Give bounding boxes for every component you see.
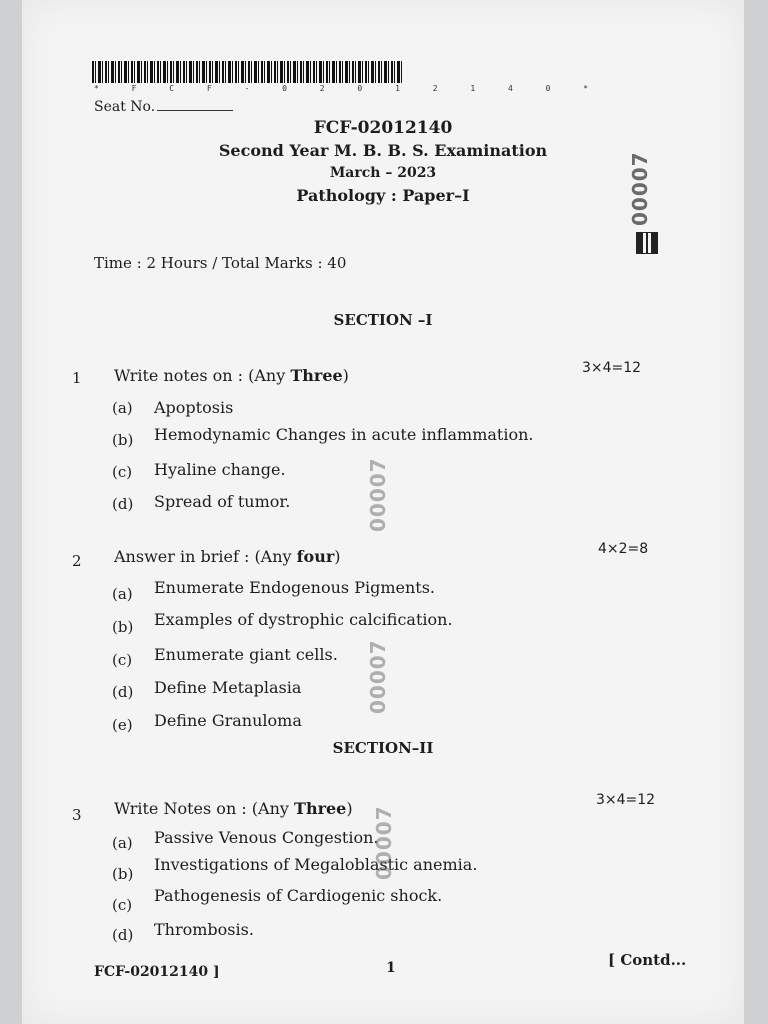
- q1-option-text: Hemodynamic Changes in acute inflammation.: [154, 425, 534, 444]
- q2-option-letter: (e): [112, 716, 133, 734]
- question-2-marks: 4×2=8: [598, 541, 649, 557]
- paper-code: FCF-02012140: [313, 118, 453, 138]
- q3-option-letter: (c): [112, 896, 133, 914]
- q3-option-text: Passive Venous Congestion.: [154, 828, 379, 847]
- q2-option-letter: (c): [112, 651, 133, 669]
- footer-paper-code: FCF-02012140 ]: [94, 964, 220, 980]
- q3-option-letter: (b): [112, 865, 134, 883]
- qr-code-icon: [636, 232, 658, 254]
- question-3-number: 3: [72, 806, 82, 824]
- barcode-text: * F C F - 0 2 0 1 2 1 4 0 *: [94, 84, 603, 93]
- section-2-heading: SECTION–II: [332, 739, 434, 757]
- q1-option-letter: (d): [112, 495, 134, 513]
- q1-option-letter: (c): [112, 463, 133, 481]
- question-1-marks: 3×4=12: [582, 360, 642, 376]
- q3-option-text: Thrombosis.: [154, 920, 254, 939]
- subject-title: Pathology : Paper–I: [296, 186, 470, 205]
- q1-option-text: Apoptosis: [154, 398, 234, 417]
- exam-title: Second Year M. B. B. S. Examination: [218, 141, 548, 160]
- q2-option-text: Enumerate Endogenous Pigments.: [154, 578, 436, 597]
- q2-option-text: Examples of dystrophic calcification.: [154, 610, 453, 629]
- barcode: [92, 61, 404, 83]
- q3-option-text: Pathogenesis of Cardiogenic shock.: [154, 886, 443, 905]
- q2-option-letter: (b): [112, 618, 134, 636]
- seat-number-label: Seat No.: [94, 98, 233, 115]
- section-1-heading: SECTION –I: [333, 311, 433, 329]
- question-1-text: Write notes on : (Any Three): [114, 366, 349, 385]
- q1-option-text: Hyaline change.: [154, 460, 286, 479]
- q1-option-text: Spread of tumor.: [154, 492, 291, 511]
- exam-paper: [22, 0, 744, 1024]
- question-3-marks: 3×4=12: [596, 792, 656, 808]
- q2-option-text: Enumerate giant cells.: [154, 645, 338, 664]
- question-2-number: 2: [72, 552, 82, 570]
- q1-option-letter: (b): [112, 431, 134, 449]
- q2-option-letter: (a): [112, 585, 133, 603]
- q2-option-text: Define Granuloma: [154, 711, 302, 730]
- question-3-text: Write Notes on : (Any Three): [114, 799, 353, 818]
- seat-number-line: [157, 98, 233, 111]
- q2-option-letter: (d): [112, 683, 134, 701]
- stamp-watermark: 00007: [366, 457, 390, 532]
- question-1-number: 1: [72, 369, 82, 387]
- q3-option-letter: (a): [112, 834, 133, 852]
- stamp-watermark: 00007: [366, 639, 390, 714]
- time-and-marks: Time : 2 Hours / Total Marks : 40: [94, 254, 347, 272]
- exam-date: March – 2023: [329, 165, 437, 181]
- continued-label: [ Contd...: [608, 951, 687, 969]
- page-number: 1: [386, 960, 396, 976]
- question-2-text: Answer in brief : (Any four): [114, 547, 341, 566]
- q3-option-text: Investigations of Megaloblastic anemia.: [154, 855, 478, 874]
- q3-option-letter: (d): [112, 926, 134, 944]
- q1-option-letter: (a): [112, 399, 133, 417]
- q2-option-text: Define Metaplasia: [154, 678, 302, 697]
- stamp-number: 00007: [628, 151, 652, 226]
- stamp-watermark: 00007: [372, 805, 396, 880]
